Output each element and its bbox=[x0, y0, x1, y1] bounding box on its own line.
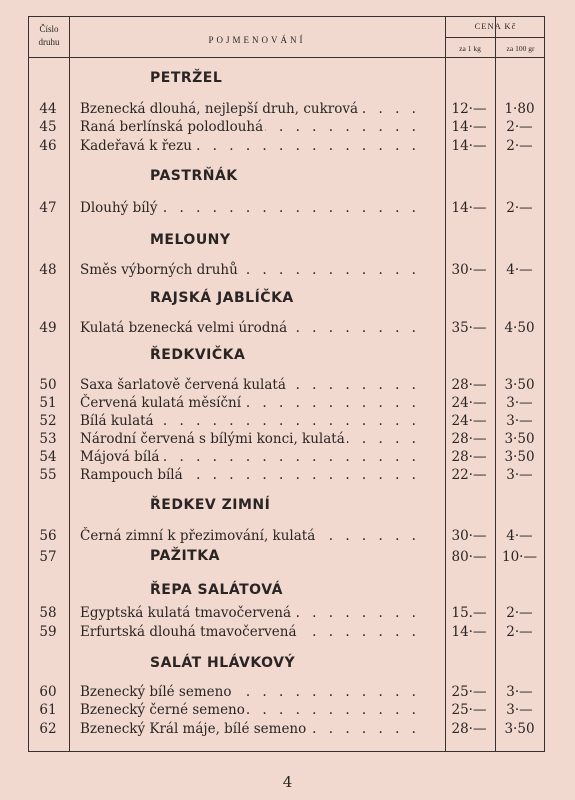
section-title: ŘEDKEV ZIMNÍ bbox=[150, 497, 271, 513]
item-name: Raná berlínská polodlouhá bbox=[80, 119, 264, 135]
item-name-cell bbox=[80, 376, 428, 394]
price-per-kg: 28·— bbox=[451, 721, 487, 737]
item-name-cell bbox=[80, 527, 428, 545]
item-number: 58 bbox=[39, 605, 57, 621]
item-name: Bzenecká dlouhá, nejlepší druh, cukrová bbox=[80, 101, 359, 117]
item-number: 55 bbox=[39, 467, 57, 483]
item-name: Erfurtská dlouhá tmavočervená bbox=[80, 624, 297, 640]
table-row bbox=[0, 548, 575, 566]
page-number: 4 bbox=[282, 773, 293, 791]
item-number: 44 bbox=[39, 101, 57, 117]
section-title: PAŽITKA bbox=[150, 548, 220, 564]
table-row bbox=[0, 412, 575, 430]
table-row bbox=[0, 466, 575, 484]
section-title: PETRŽEL bbox=[150, 70, 223, 86]
item-name: Červená kulatá měsíční bbox=[80, 395, 242, 411]
price-per-kg: 24·— bbox=[451, 395, 487, 411]
price-per-kg: 28·— bbox=[451, 431, 487, 447]
item-name-cell bbox=[80, 137, 428, 155]
item-name-cell bbox=[80, 448, 428, 466]
table-row bbox=[0, 199, 575, 217]
table-row bbox=[0, 527, 575, 545]
table-row bbox=[0, 604, 575, 622]
column-header-per-100g: za 100 gr bbox=[506, 44, 535, 53]
price-per-kg: 22·— bbox=[451, 467, 487, 483]
item-number: 60 bbox=[39, 684, 57, 700]
table-row bbox=[0, 683, 575, 701]
item-name-cell bbox=[80, 623, 428, 641]
table-row bbox=[0, 394, 575, 412]
table-row bbox=[0, 376, 575, 394]
header-divider bbox=[29, 57, 544, 58]
price-per-100g: 3·— bbox=[506, 413, 533, 429]
item-name-cell bbox=[80, 412, 428, 430]
price-per-100g: 2·— bbox=[506, 138, 533, 154]
item-number: 50 bbox=[39, 377, 57, 393]
price-per-100g: 10·— bbox=[502, 549, 537, 565]
item-name-cell bbox=[80, 720, 428, 738]
price-per-100g: 3·— bbox=[506, 702, 533, 718]
item-number: 49 bbox=[39, 320, 57, 336]
price-per-100g: 3·50 bbox=[504, 721, 535, 737]
table-row bbox=[0, 430, 575, 448]
header-num-line-1: Číslo bbox=[39, 24, 59, 34]
item-name: Dlouhý bílý bbox=[80, 200, 158, 216]
price-per-kg: 25·— bbox=[451, 702, 487, 718]
price-per-kg: 80·— bbox=[451, 549, 487, 565]
item-number: 45 bbox=[39, 119, 57, 135]
table-row bbox=[0, 701, 575, 719]
item-number: 62 bbox=[39, 721, 57, 737]
price-per-kg: 30·— bbox=[451, 528, 487, 544]
item-number: 51 bbox=[39, 395, 57, 411]
price-per-100g: 2·— bbox=[506, 200, 533, 216]
item-name: Saxa šarlatově červená kulatá bbox=[80, 377, 286, 393]
price-per-kg: 14·— bbox=[451, 138, 487, 154]
price-per-100g: 4·— bbox=[506, 262, 533, 278]
price-per-100g: 3·— bbox=[506, 467, 533, 483]
column-header-number bbox=[29, 23, 69, 49]
item-number: 46 bbox=[39, 138, 57, 154]
item-name: Národní červená s bílými konci, kulatá bbox=[80, 431, 345, 447]
item-name: Bílá kulatá bbox=[80, 413, 154, 429]
item-name-cell bbox=[80, 683, 428, 701]
table-row bbox=[0, 623, 575, 641]
item-name-cell bbox=[80, 261, 428, 279]
item-number: 52 bbox=[39, 413, 57, 429]
item-name-cell bbox=[80, 118, 428, 136]
price-per-100g: 2·— bbox=[506, 119, 533, 135]
price-per-kg: 28·— bbox=[451, 377, 487, 393]
price-per-100g: 4·50 bbox=[504, 320, 535, 336]
column-header-name: POJMENOVÁNÍ bbox=[208, 35, 306, 45]
price-per-100g: 1·80 bbox=[504, 101, 535, 117]
item-name: Májová bílá bbox=[80, 449, 160, 465]
section-title: RAJSKÁ JABLÍČKA bbox=[150, 290, 294, 306]
price-per-kg: 14·— bbox=[451, 624, 487, 640]
item-name: Kulatá bzenecká velmi úrodná bbox=[80, 320, 288, 336]
item-name-cell bbox=[80, 199, 428, 217]
header-num-line-2: druhu bbox=[38, 37, 60, 47]
item-name: Rampouch bílá bbox=[80, 467, 183, 483]
item-number: 61 bbox=[39, 702, 57, 718]
item-name: Bzenecký Král máje, bílé semeno bbox=[80, 721, 307, 737]
item-name-cell bbox=[80, 466, 428, 484]
item-name-cell bbox=[80, 319, 428, 337]
price-per-kg: 15.— bbox=[451, 605, 487, 621]
price-header-divider bbox=[445, 37, 544, 38]
item-number: 56 bbox=[39, 528, 57, 544]
item-number: 54 bbox=[39, 449, 57, 465]
item-name: Černá zimní k přezimování, kulatá bbox=[80, 528, 316, 544]
price-per-100g: 2·— bbox=[506, 624, 533, 640]
price-per-kg: 14·— bbox=[451, 119, 487, 135]
table-row bbox=[0, 118, 575, 136]
table-row bbox=[0, 319, 575, 337]
section-title: SALÁT HLÁVKOVÝ bbox=[150, 655, 296, 671]
price-per-kg: 30·— bbox=[451, 262, 487, 278]
price-per-kg: 12·— bbox=[451, 101, 487, 117]
item-name-cell bbox=[80, 100, 428, 118]
table-row bbox=[0, 100, 575, 118]
section-title: MELOUNY bbox=[150, 232, 231, 248]
item-name-cell bbox=[80, 701, 428, 719]
item-number: 48 bbox=[39, 262, 57, 278]
table-row bbox=[0, 261, 575, 279]
price-per-100g: 3·50 bbox=[504, 431, 535, 447]
table-row bbox=[0, 448, 575, 466]
item-number: 59 bbox=[39, 624, 57, 640]
item-number: 57 bbox=[39, 549, 57, 565]
item-name-cell bbox=[80, 394, 428, 412]
item-name: Bzenecký černé semeno bbox=[80, 702, 245, 718]
table-row bbox=[0, 720, 575, 738]
item-number: 53 bbox=[39, 431, 57, 447]
price-per-100g: 3·50 bbox=[504, 377, 535, 393]
item-name: Egyptská kulatá tmavočervená bbox=[80, 605, 292, 621]
price-per-100g: 4·— bbox=[506, 528, 533, 544]
price-per-kg: 25·— bbox=[451, 684, 487, 700]
column-header-price: CENA Kč bbox=[474, 21, 517, 31]
price-per-100g: 2·— bbox=[506, 605, 533, 621]
item-name: Směs výborných druhů bbox=[80, 262, 238, 278]
price-per-kg: 24·— bbox=[451, 413, 487, 429]
price-per-100g: 3·50 bbox=[504, 449, 535, 465]
price-per-kg: 28·— bbox=[451, 449, 487, 465]
item-name-cell bbox=[80, 430, 428, 448]
price-per-100g: 3·— bbox=[506, 395, 533, 411]
item-name: Bzenecký bílé semeno bbox=[80, 684, 232, 700]
section-title: ŘEPA SALÁTOVÁ bbox=[150, 582, 283, 598]
item-name-cell bbox=[80, 604, 428, 622]
price-per-kg: 35·— bbox=[451, 320, 487, 336]
table-row bbox=[0, 137, 575, 155]
price-per-kg: 14·— bbox=[451, 200, 487, 216]
item-name: Kadeřavá k řezu bbox=[80, 138, 192, 154]
price-per-100g: 3·— bbox=[506, 684, 533, 700]
section-title: PASTRŇÁK bbox=[150, 168, 238, 184]
item-number: 47 bbox=[39, 200, 57, 216]
section-title: ŘEDKVIČKA bbox=[150, 347, 246, 363]
column-header-per-kg: za 1 kg bbox=[459, 44, 481, 53]
